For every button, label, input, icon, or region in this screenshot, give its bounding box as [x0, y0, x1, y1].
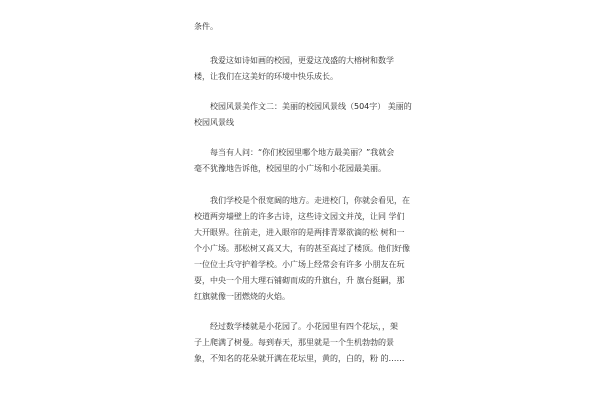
text-line: 个小广场。那松树又高又大，有的甚至高过了楼顶。他们好像 [194, 244, 410, 253]
text-line: 红旗就像一团燃烧的火焰。 [194, 292, 290, 301]
text-line: 条件。 [194, 22, 218, 31]
text-line: 子上爬满了树曼。每到春天，那里就是一个生机勃勃的景 [194, 338, 394, 347]
paragraph-2 [194, 53, 414, 85]
paragraph-6 [194, 319, 414, 367]
paragraph-4 [194, 145, 414, 177]
text-line: 每当有人问：“你们校园里哪个地方最美丽？”我就会 [194, 148, 395, 157]
paragraph-5 [194, 193, 414, 305]
text-line: 大开眼界。往前走，进入眼帘的是两排青翠欲滴的松 树和一 [194, 228, 405, 237]
text-line: 校园风景线 [194, 118, 234, 127]
text-line: 耍，中央一个用大理石铺砌而成的升旗台，升 旗台挺嗣，那 [194, 276, 405, 285]
text-line: 经过数学楼就是小花园了。小花园里有四个花坛，，架 [194, 322, 398, 331]
text-line: 校园风景美作文二：美丽的校园风景线（504字） 美丽的 [194, 102, 412, 111]
text-line: 楼，让我们在这美好的环境中快乐成长。 [194, 72, 338, 81]
paragraph-3 [194, 99, 414, 131]
text-line: 我爱这如诗如画的校园，更爱这茂盛的大榕树和数学 [194, 56, 394, 65]
text-line: 我们学校是个很宽阔的地方。走进校门，你就会看见，在 [194, 196, 410, 205]
paragraph-1 [194, 19, 414, 35]
text-line: 一位位士兵守护着学校。小广场上经常会有许多 小朋友在玩 [194, 260, 405, 269]
text-line: 象，不知名的花朵就开满在花坛里，黄的，白的，粉 的…… [194, 354, 405, 363]
text-line: 校道两旁墙壁上的许多古诗，这些诗文园文并茂，让同 学们 [194, 212, 405, 221]
text-line: 毫不犹豫地告诉他，校园里的小广场和小花园最美丽。 [194, 164, 386, 173]
